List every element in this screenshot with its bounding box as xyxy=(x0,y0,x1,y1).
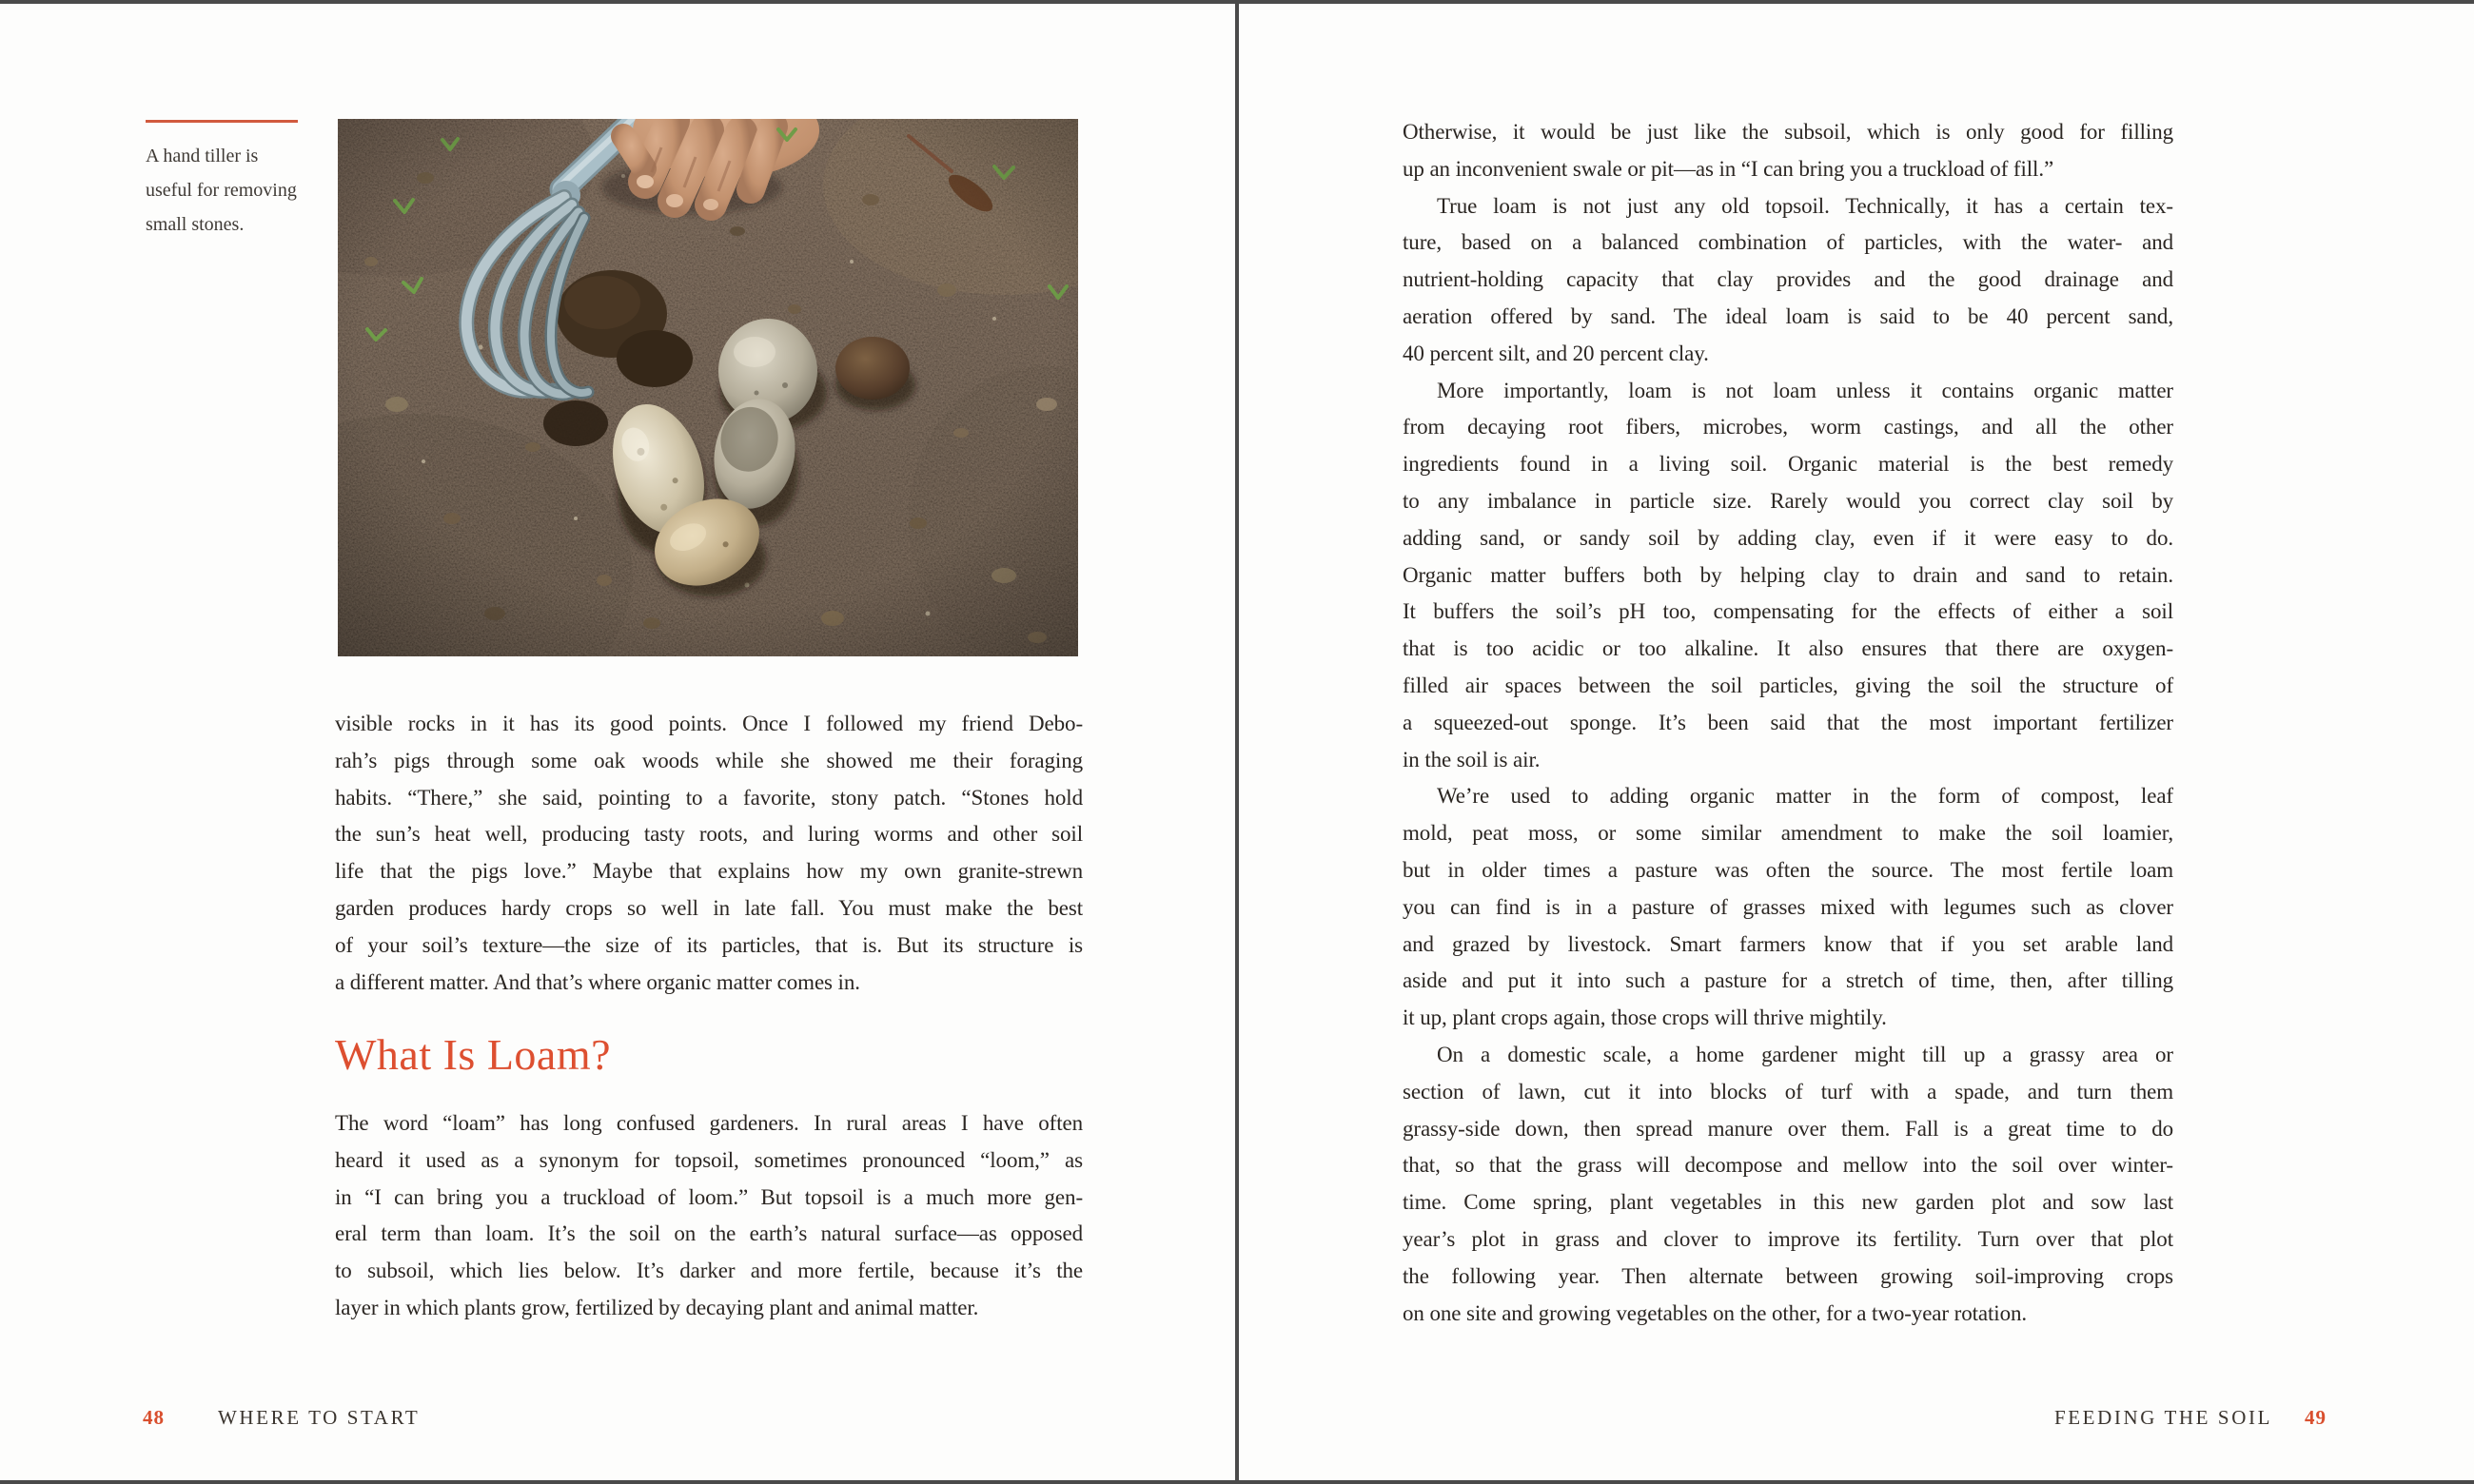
text-line: a squeezed-out sponge. It’s been said that the most important fertilizer xyxy=(1403,710,2173,734)
text-line: layer in which plants grow, fertilized by decaying plant and animal matter. xyxy=(335,1295,979,1319)
right-body-text xyxy=(1403,114,2173,1332)
paragraph xyxy=(1403,373,2173,779)
text-line: grassy-side down, then spread manure over them. Fall is a great time to do xyxy=(1403,1116,2173,1141)
caption-line: small stones. xyxy=(146,214,245,235)
paragraph xyxy=(1403,1037,2173,1332)
text-line: rah’s pigs through some oak woods while she showed me their foraging xyxy=(335,748,1083,772)
text-line: time. Come spring, plant vegetables in this new garden plot and sow last xyxy=(1403,1190,2173,1215)
text-line: 40 percent silt, and 20 percent clay. xyxy=(1403,341,1709,365)
text-line: visible rocks in it has its good points. Once I followed my friend Debo- xyxy=(335,712,1083,735)
caption-rule xyxy=(146,120,298,123)
text-line: More importantly, loam is not loam unless it contains organic matter xyxy=(1437,378,2173,402)
page-number-right: 49 xyxy=(2305,1406,2327,1429)
text-line: it up, plant crops again, those crops will thrive mightily. xyxy=(1403,1006,1887,1030)
text-line: life that the pigs love.” Maybe that explains how my own granite-strewn xyxy=(335,859,1083,884)
text-line: of your soil’s texture—the size of its particles, that is. But its structure is xyxy=(335,932,1083,957)
page-number-left: 48 xyxy=(143,1406,165,1429)
text-line: year’s plot in grass and clover to improve its fertility. Turn over that plot xyxy=(1403,1226,2173,1251)
caption-line: A hand tiller is xyxy=(146,146,259,166)
text-line: eral term than loam. It’s the soil on the earth’s natural surface—as opposed xyxy=(335,1221,1083,1246)
photo-caption xyxy=(146,139,336,242)
left-body-text-top xyxy=(335,706,1083,1001)
text-line: The word “loam” has long confused gardeners. In rural areas I have often xyxy=(335,1111,1083,1135)
left-body-text-bottom xyxy=(335,1105,1083,1327)
text-line: that is too acidic or too alkaline. It also ensures that there are oxygen- xyxy=(1403,636,2173,661)
text-line: on one site and growing vegetables on the other, for a two-year rotation. xyxy=(1403,1300,2028,1325)
page-gutter-line xyxy=(1235,0,1239,1484)
text-line: True loam is not just any old topsoil. Technically, it has a certain tex- xyxy=(1437,193,2173,218)
soil-tiller-photo xyxy=(338,119,1078,656)
text-line: up an inconvenient swale or pit—as in “I can bring you a truckload of fill.” xyxy=(1403,156,2054,181)
running-head-right: FEEDING THE SOIL xyxy=(2053,1406,2272,1429)
text-line: section of lawn, cut it into blocks of turf with a spade, and turn them xyxy=(1403,1079,2173,1103)
text-line: filled air spaces between the soil particles, giving the soil the structure of xyxy=(1403,673,2173,697)
text-line: heard it used as a synonym for topsoil, sometimes pronounced “loom,” as xyxy=(335,1147,1083,1172)
text-line: adding sand, or sandy soil by adding clay, even if it were easy to do. xyxy=(1403,525,2173,550)
caption-line: useful for removing xyxy=(146,180,297,201)
text-line: ingredients found in a living soil. Organic material is the best remedy xyxy=(1403,452,2173,477)
text-line: and grazed by livestock. Smart farmers know that if you set arable land xyxy=(1403,931,2173,956)
text-line: you can find is in a pasture of grasses mixed with legumes such as clover xyxy=(1403,894,2173,919)
text-line: to subsoil, which lies below. It’s darker and more fertile, because it’s the xyxy=(335,1259,1083,1283)
text-line: garden produces hardy crops so well in late fall. You must make the best xyxy=(335,895,1083,920)
text-line: from decaying root fibers, microbes, worm castings, and all the other xyxy=(1403,415,2173,439)
paragraph xyxy=(335,706,1083,1001)
text-line: It buffers the soil’s pH too, compensating for the effects of either a soil xyxy=(1403,599,2173,624)
text-line: nutrient-holding capacity that clay provides and the good drainage and xyxy=(1403,267,2173,292)
text-line: aeration offered by sand. The ideal loam is said to be 40 percent sand, xyxy=(1403,303,2173,328)
text-line: in the soil is air. xyxy=(1403,747,1541,771)
footer-left xyxy=(143,1406,420,1430)
text-line: ture, based on a balanced combination of particles, with the water- and xyxy=(1403,230,2173,255)
text-line: but in older times a pasture was often the source. The most fertile loam xyxy=(1403,857,2173,882)
running-head-left: WHERE TO START xyxy=(218,1406,421,1429)
text-line: a different matter. And that’s where organic matter comes in. xyxy=(335,969,860,994)
text-line: mold, peat moss, or some similar amendment to make the soil loamier, xyxy=(1403,821,2173,846)
text-line: the following year. Then alternate between growing soil-improving crops xyxy=(1403,1263,2173,1288)
text-line: habits. “There,” she said, pointing to a favorite, stony patch. “Stones hold xyxy=(335,785,1083,810)
text-line: Otherwise, it would be just like the subsoil, which is only good for filling xyxy=(1403,120,2173,144)
paragraph xyxy=(1403,778,2173,1037)
footer-right xyxy=(2054,1406,2327,1430)
section-heading: What Is Loam? xyxy=(335,1030,612,1079)
text-line: to any imbalance in particle size. Rarely would you correct clay soil by xyxy=(1403,488,2173,513)
text-line: On a domestic scale, a home gardener might till up a grassy area or xyxy=(1437,1042,2173,1066)
text-line: the sun’s heat well, producing tasty roots, and luring worms and other soil xyxy=(335,822,1083,847)
text-line: We’re used to adding organic matter in the form of compost, leaf xyxy=(1437,784,2173,809)
text-line: aside and put it into such a pasture for a stretch of time, then, after tilling xyxy=(1403,968,2173,993)
paragraph xyxy=(1403,114,2173,188)
text-line: that, so that the grass will decompose and mellow into the soil over winter- xyxy=(1403,1153,2173,1178)
text-line: Organic matter buffers both by helping clay to drain and sand to retain. xyxy=(1403,562,2173,587)
text-line: in “I can bring you a truckload of loom.” But topsoil is a much more gen- xyxy=(335,1184,1083,1209)
paragraph xyxy=(335,1105,1083,1327)
paragraph xyxy=(1403,188,2173,373)
